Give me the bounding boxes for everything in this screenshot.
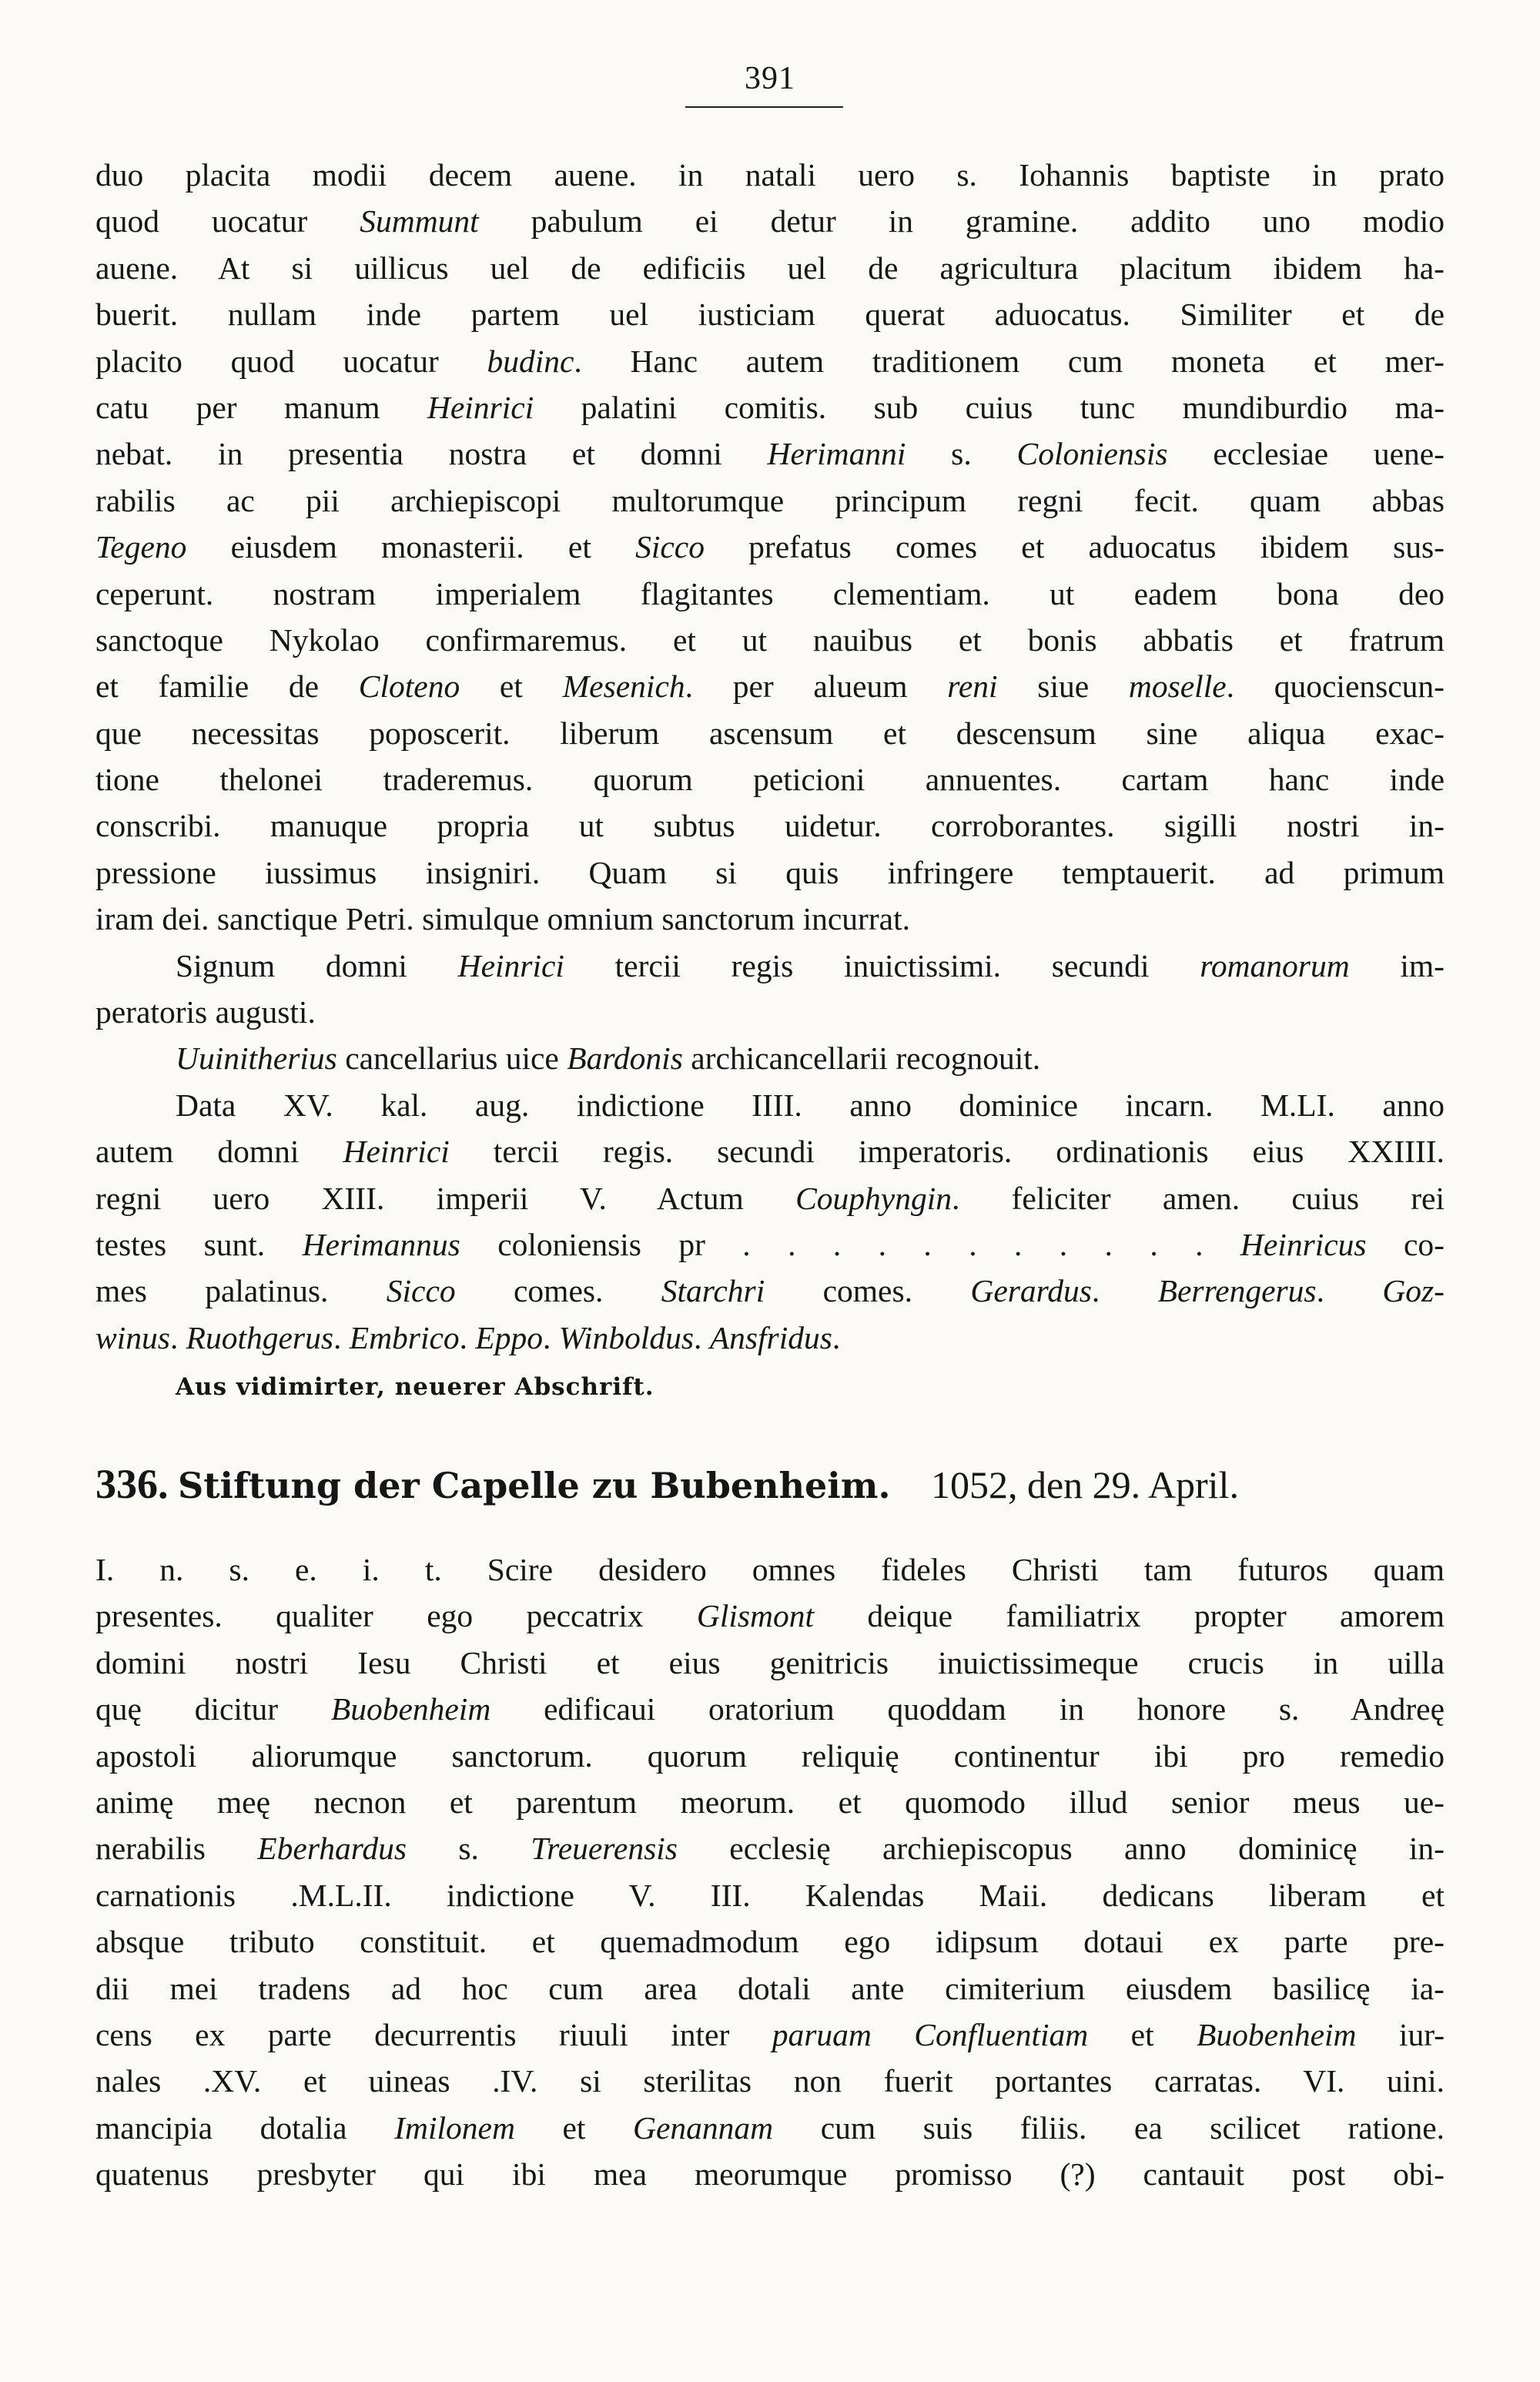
text-line: que necessitas poposcerit. liberum ascensum et descensum sine aliqua exac- [95, 715, 1445, 751]
italic-name: Eberhardus [257, 1831, 407, 1867]
charter-336-text [95, 1546, 1445, 2197]
page-number-rule [685, 106, 843, 108]
italic-name: paruam Confluentiam [772, 2016, 1089, 2052]
italic-name: Imilonem [394, 2109, 515, 2146]
charter-336-line: quę dicitur Buobenheim edificaui oratorium quoddam in honore s. Andreę [95, 1691, 1445, 1727]
text-line: rabilis ac pii archiepiscopi multorumque principum regni fecit. quam abbas [95, 482, 1445, 518]
italic-name: Buobenheim [330, 1691, 491, 1727]
text-line: peratoris augusti. [95, 994, 316, 1030]
charter-336-line: absque tributo constituit. et quemadmodum ego idipsum dotaui ex parte pre- [95, 1924, 1445, 1960]
italic-name: Couphyngin [795, 1180, 952, 1216]
charter-336-line: carnationis .M.L.II. indictione V. III. Kalendas Maii. dedicans liberam et [95, 1877, 1445, 1913]
text-line: conscribi. manuque propria ut subtus uidetur. corroborantes. sigilli nostri in- [95, 808, 1445, 844]
text-line: autem domni Heinrici tercii regis. secundi imperatoris. ordinationis eius XXIIII. [95, 1134, 1445, 1170]
text-line: Data XV. kal. aug. indictione IIII. anno dominice incarn. M.LI. anno [176, 1087, 1445, 1123]
text-line: ceperunt. nostram imperialem flagitantes clementiam. ut eadem bona deo [95, 575, 1445, 611]
charter-336-line: domini nostri Iesu Christi et eius genitricis inuictissimeque crucis in uilla [95, 1644, 1445, 1680]
text-line: pressione iussimus insigniri. Quam si quis infringere temptauerit. ad primum [95, 854, 1445, 890]
charter-date: 1052, den 29. April. [930, 1463, 1239, 1506]
italic-name: Herimannus [302, 1226, 460, 1262]
text-line: regni uero XIII. imperii V. Actum Couphyngin. feliciter amen. cuius rei [95, 1180, 1445, 1216]
text-line: duo placita modii decem auene. in natali uero s. Iohannis baptiste in prato [95, 157, 1445, 193]
charter-336-line: nales .XV. et uineas .IV. si sterilitas non fuerit portantes carratas. VI. uini. [95, 2063, 1445, 2099]
dating-and-witnesses [95, 1082, 1445, 1361]
text-line: buerit. nullam inde partem uel iusticiam querat aduocatus. Similiter et de [95, 296, 1445, 333]
italic-name: Cloteno [358, 668, 460, 705]
charter-336-heading [95, 1453, 1445, 1515]
italic-name: Herimanni [767, 436, 906, 472]
italic-name: Coloniensis [1016, 436, 1168, 472]
charter-336-line: apostoli aliorumque sanctorum. quorum reliquię continentur ibi pro remedio [95, 1737, 1445, 1774]
charter-336-line: cens ex parte decurrentis riuuli inter paruam Confluentiam et Buobenheim iur- [95, 2016, 1445, 2052]
italic-name: Treuerensis [531, 1831, 678, 1867]
italic-name: Heinrici [343, 1134, 450, 1170]
italic-name: Tegeno [95, 529, 187, 565]
italic-name: Genannam [633, 2109, 774, 2146]
recognition-block [95, 1035, 1445, 1081]
charter-336-line: I. n. s. e. i. t. Scire desidero omnes fideles Christi tam futuros quam [95, 1552, 1445, 1587]
italic-name: Sicco [635, 529, 705, 565]
text-line: mes palatinus. Sicco comes. Starchri comes. Gerardus. Berrengerus. Goz- [95, 1273, 1445, 1309]
charter-336-lines [95, 1546, 1445, 2197]
charter-336-line: dii mei tradens ad hoc cum area dotali ante cimiterium eiusdem basilicę ia- [95, 1970, 1445, 2006]
charter-336-line: quatenus presbyter qui ibi mea meorumque promisso (?) cantauit post obi- [95, 2156, 1445, 2193]
italic-name: budinc [487, 343, 574, 379]
italic-name: Berrengerus [1157, 1273, 1317, 1309]
italic-name: Bardonis [567, 1040, 683, 1077]
italic-name: Heinrici [457, 947, 564, 983]
text-line: Tegeno eiusdem monasterii. et Sicco prefatus comes et aduocatus ibidem sus- [95, 529, 1445, 565]
text-line: et familie de Cloteno et Mesenich. per alueum reni siue moselle. quocienscun- [95, 668, 1445, 705]
italic-name: winus [95, 1319, 170, 1355]
text-line: catu per manum Heinrici palatini comitis. sub cuius tunc mundiburdio ma- [95, 389, 1445, 425]
italic-name: romanorum [1200, 947, 1350, 983]
text-line: placito quod uocatur budinc. Hanc autem traditionem cum moneta et mer- [95, 343, 1445, 379]
italic-name: Summunt [360, 203, 479, 240]
text-line: nebat. in presentia nostra et domni Herimanni s. Coloniensis ecclesiae uene- [95, 436, 1445, 472]
text-line: quod uocatur Summunt pabulum ei detur in gramine. addito uno modio [95, 203, 1445, 240]
italic-name: Goz- [1382, 1273, 1445, 1309]
charter-335-text [95, 152, 1445, 943]
source-note: Aus vidimirter, neuerer Abschrift. [176, 1373, 654, 1402]
text-line: auene. At si uillicus uel de edificiis uel de agricultura placitum ibidem ha- [95, 250, 1445, 286]
text-line: sanctoque Nykolao confirmaremus. et ut nauibus et bonis abbatis et fratrum [95, 621, 1445, 658]
charter-title: Stiftung der Capelle zu Bubenheim. [178, 1465, 891, 1506]
italic-name: Mesenich [562, 668, 685, 705]
italic-name: Glismont [696, 1598, 815, 1634]
charter-336-line: animę meę necnon et parentum meorum. et quomodo illud senior meus ue- [95, 1784, 1445, 1820]
italic-name: Heinrici [427, 389, 534, 425]
charter-number: 336. [95, 1461, 169, 1507]
italic-name: Heinricus [1240, 1226, 1367, 1262]
italic-name: Buobenheim [1197, 2016, 1357, 2052]
italic-name: Ansfridus [709, 1319, 832, 1355]
italic-name: Uuinitherius [176, 1040, 337, 1077]
text-line: Uuinitherius cancellarius uice Bardonis archicancellarii recognouit. [176, 1040, 1041, 1077]
text-line: winus. Ruothgerus. Embrico. Eppo. Winboldus. Ansfridus. [95, 1319, 841, 1355]
source-note-line [95, 1361, 1445, 1407]
text-line: testes sunt. Herimannus coloniensis pr . . . . . . . . . . . Heinricus co- [95, 1226, 1445, 1262]
italic-name: Starchri [661, 1273, 765, 1309]
charter-336-line: mancipia dotalia Imilonem et Genannam cum suis filiis. ea scilicet ratione. [95, 2109, 1445, 2146]
italic-name: Embrico [349, 1319, 460, 1355]
charter-335-continuation [95, 152, 1445, 1408]
italic-name: Ruothgerus [186, 1319, 333, 1355]
italic-name: Eppo [475, 1319, 544, 1355]
text-line: Signum domni Heinrici tercii regis inuictissimi. secundi romanorum im- [176, 947, 1445, 983]
italic-name: Winboldus [558, 1319, 695, 1355]
italic-name: moselle [1128, 668, 1227, 705]
text-line: iram dei. sanctique Petri. simulque omnium sanctorum incurrat. [95, 901, 911, 937]
text-line: tione thelonei traderemus. quorum peticioni annuentes. cartam hanc inde [95, 762, 1445, 798]
charter-336-line: nerabilis Eberhardus s. Treuerensis ecclesię archiepiscopus anno dominicę in- [95, 1831, 1445, 1867]
italic-name: Gerardus [970, 1273, 1092, 1309]
signum-block [95, 943, 1445, 1036]
italic-name: reni [947, 668, 998, 705]
charter-336-line: presentes. qualiter ego peccatrix Glismont deique familiatrix propter amorem [95, 1598, 1445, 1634]
page-number: 391 [745, 61, 795, 96]
italic-name: Sicco [386, 1273, 456, 1309]
